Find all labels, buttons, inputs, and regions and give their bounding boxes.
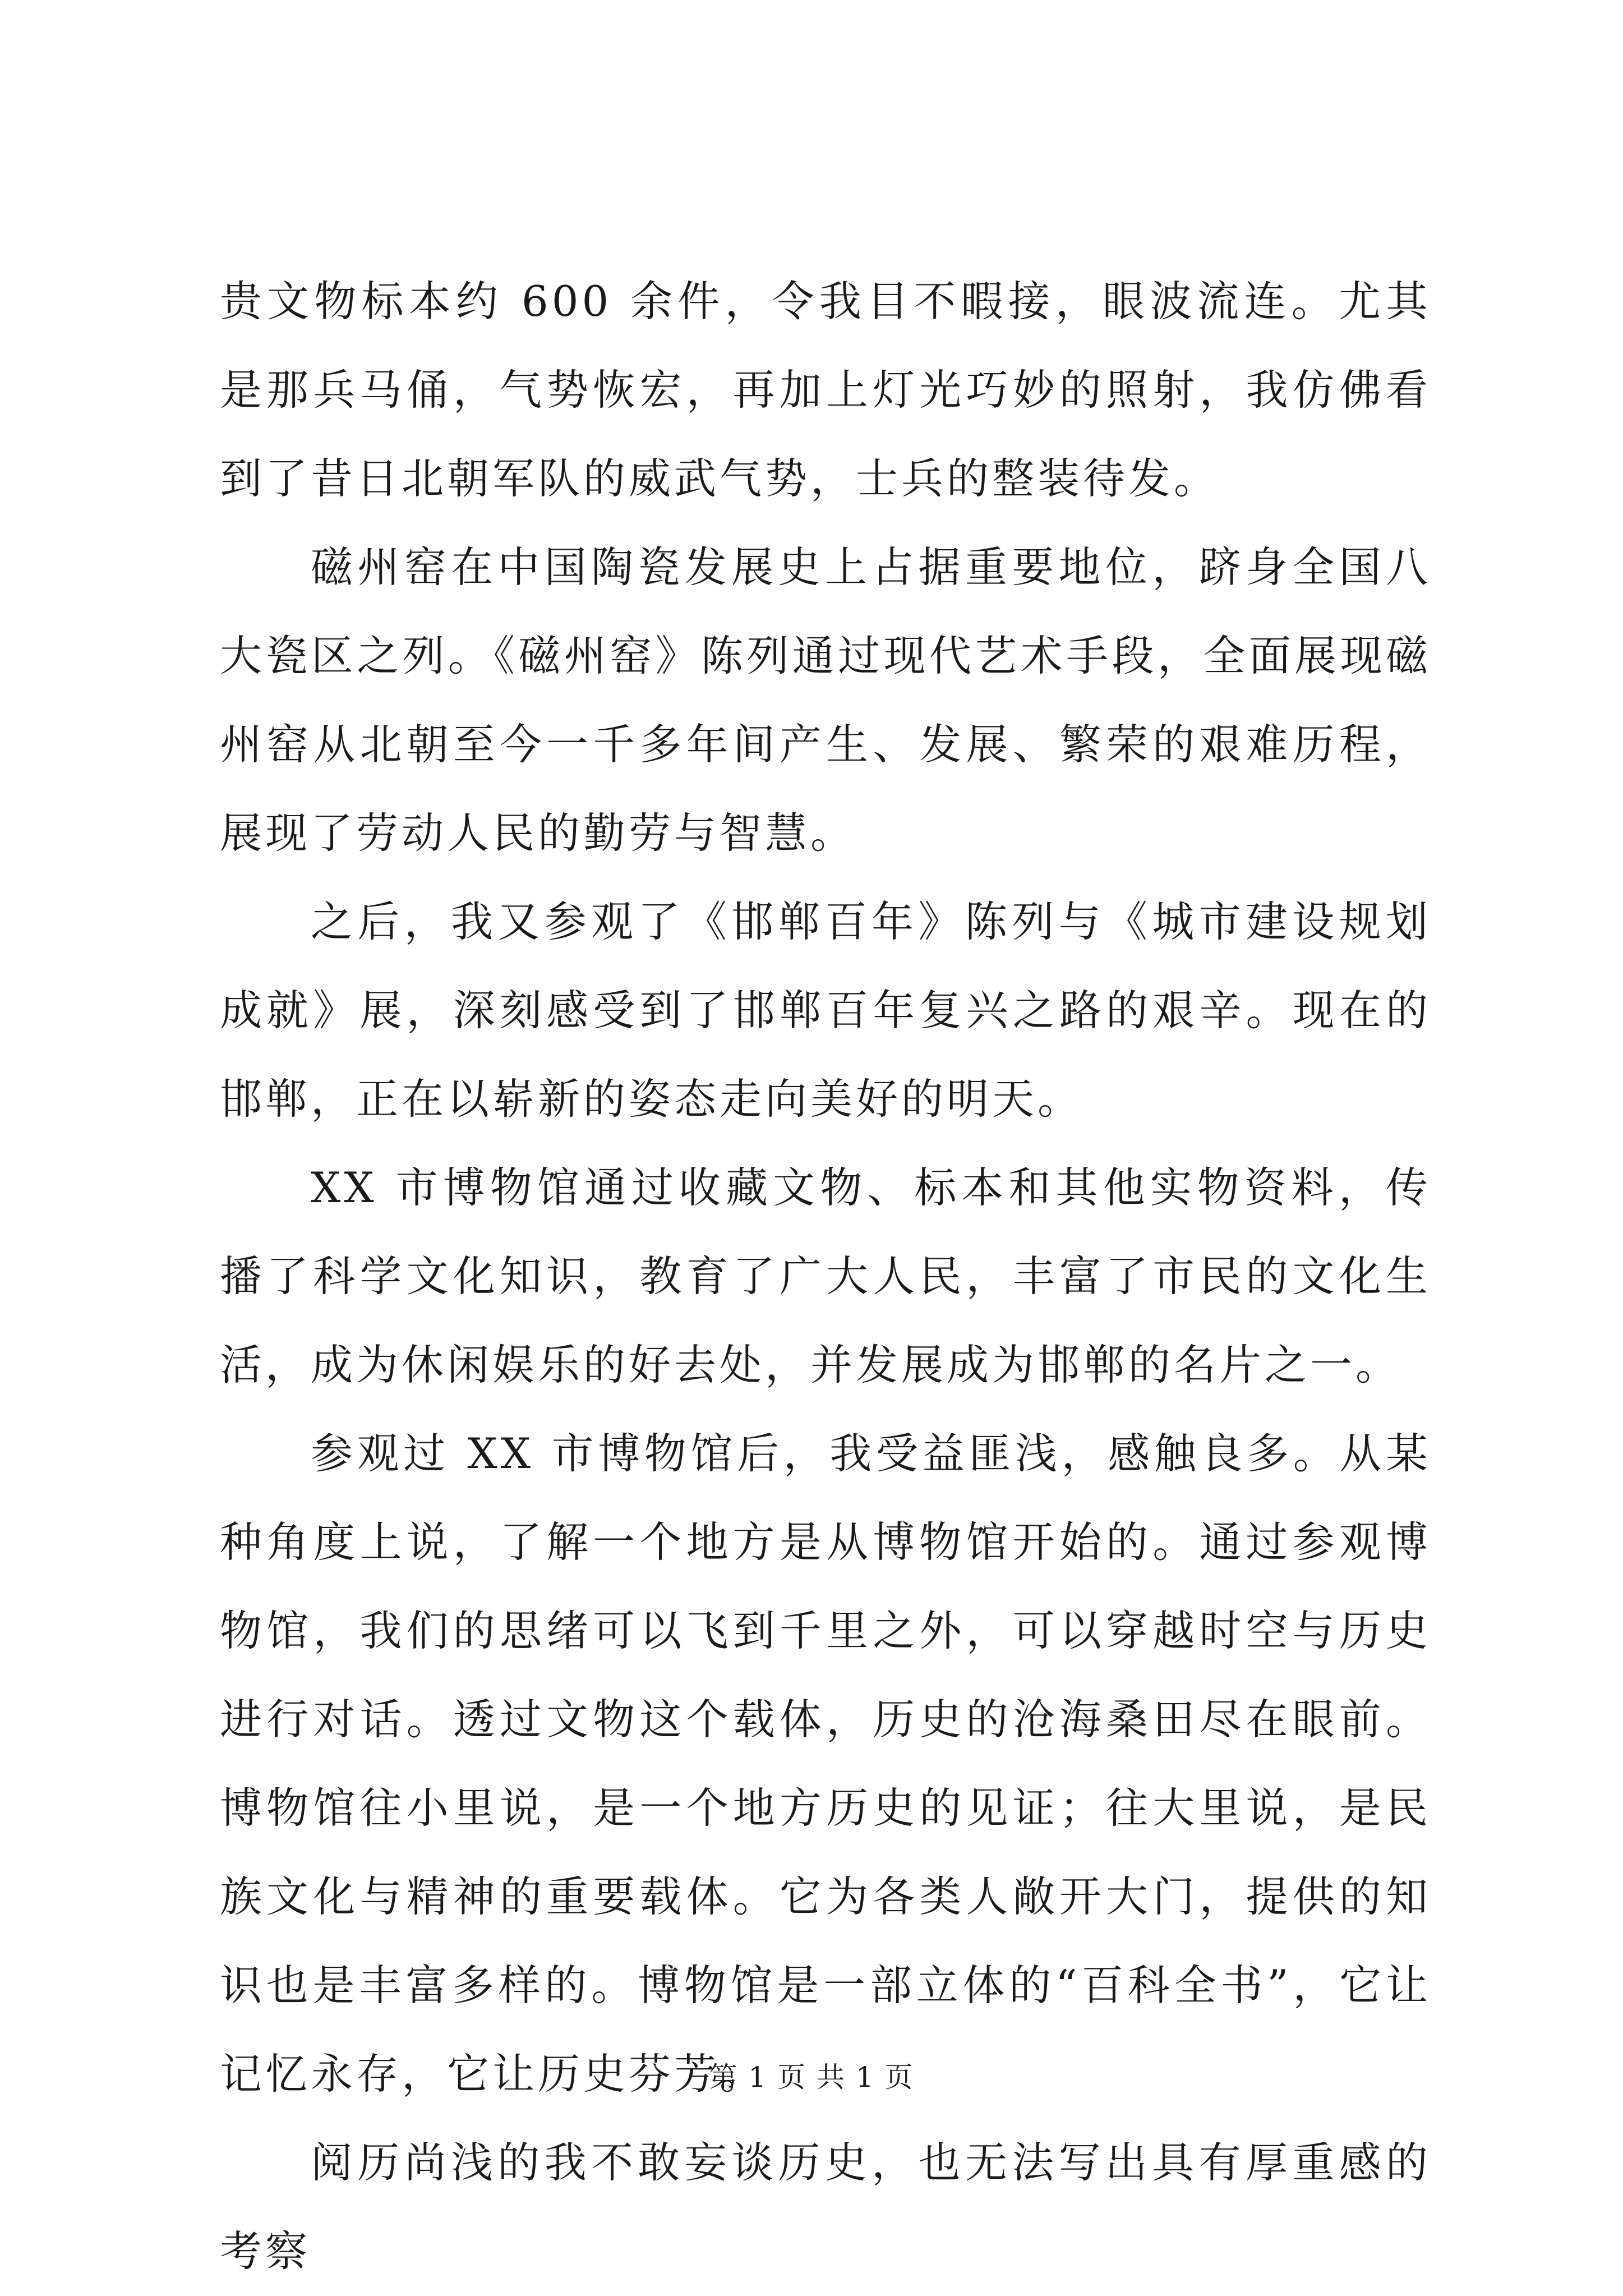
paragraph-handan-century: 之后，我又参观了《邯郸百年》陈列与《城市建设规划成就》展，深刻感受到了邯郸百年复兴之路的艰辛。现在的邯郸，正在以崭新的姿态走向美好的明天。 bbox=[220, 897, 1431, 1124]
paragraph-cizhou-kiln: 磁州窑在中国陶瓷发展史上占据重要地位，跻身全国八大瓷区之列。《磁州窑》陈列通过现代艺术手段，全面展现磁州窑从北朝至今一千多年间产生、发展、繁荣的艰难历程，展现了劳动人民的勤劳与智慧。 bbox=[220, 542, 1431, 858]
paragraph-closing: 阅历尚浅的我不敢妄谈历史，也无法写出具有厚重感的考察 bbox=[220, 2138, 1431, 2276]
paragraph-reflection: 参观过 XX 市博物馆后，我受益匪浅，感触良多。从某种角度上说，了解一个地方是从博物馆开始的。通过参观博物馆，我们的思绪可以飞到千里之外，可以穿越时空与历史进行对话。透过文物这个载体，历史的沧海桑田尽在眼前。博物馆往小里说，是一个地方历史的见证；往大里说，是民族文化与精神的重要载体。它为各类人敞开大门，提供的知识也是丰富多样的。博物馆是一部立体的“百科全书”，它让记忆永存，它让历史芬芳。 bbox=[220, 1429, 1431, 2099]
paragraph-continuation: 贵文物标本约 600 余件，令我目不暇接，眼波流连。尤其是那兵马俑，气势恢宏，再加上灯光巧妙的照射，我仿佛看到了昔日北朝军队的威武气势，士兵的整装待发。 bbox=[220, 277, 1431, 503]
page-footer: 第 1 页 共 1 页 bbox=[709, 2061, 914, 2093]
paragraph-museum-role: XX 市博物馆通过收藏文物、标本和其他实物资料，传播了科学文化知识，教育了广大人民，丰富了市民的文化生活，成为休闲娱乐的好去处，并发展成为邯郸的名片之一。 bbox=[220, 1163, 1431, 1389]
document-body bbox=[220, 257, 1431, 2295]
